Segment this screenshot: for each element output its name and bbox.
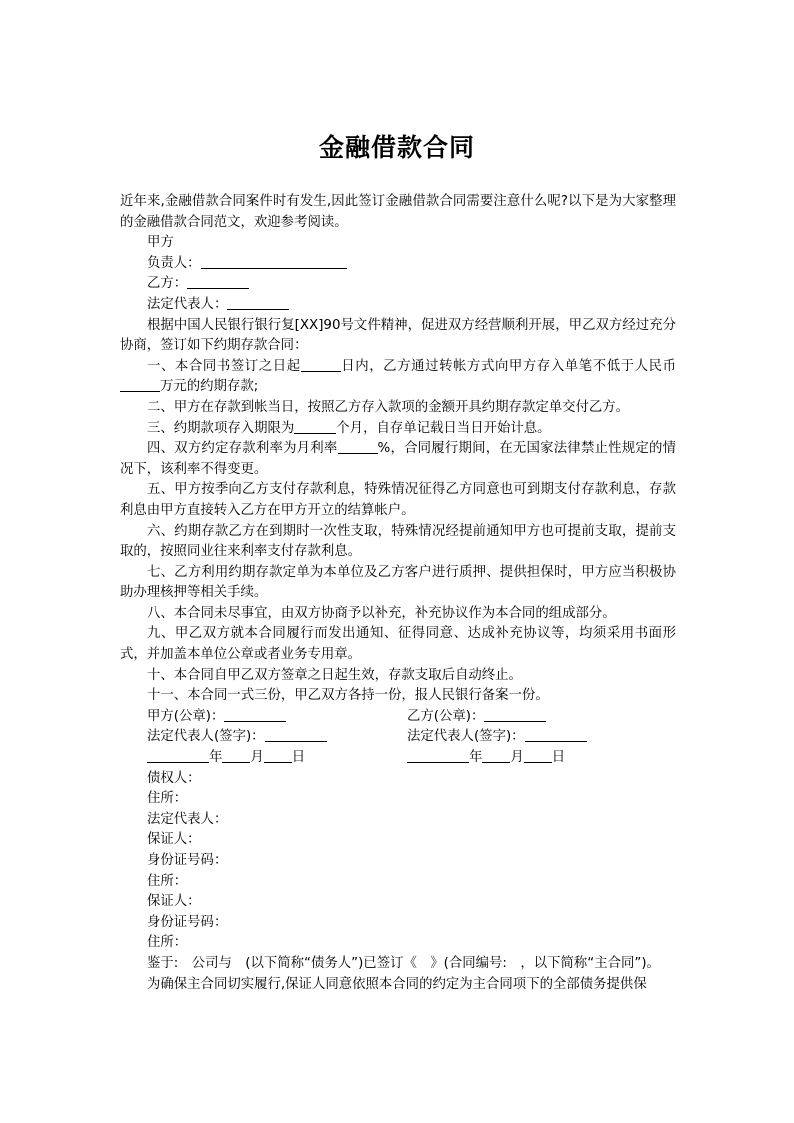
clause-4 (120, 439, 676, 480)
party-a-day-blank (264, 748, 292, 763)
party-b-seal-blank (484, 707, 546, 722)
party-a-seal-blank (224, 707, 286, 722)
clause-2: 二、甲方在存款到帐当日，按照乙方存入款项的金额开具约期存款定单交付乙方。 (147, 399, 630, 415)
address-label-2: 住所： (147, 873, 188, 889)
party-b-blank (187, 274, 249, 289)
address-label-3: 住所： (147, 935, 188, 951)
clause-6: 六、约期存款乙方在到期时一次性支取，特殊情况经提前通知甲方也可提前支取，提前支取的，按照同业往来利率支付存款利息。 (120, 523, 676, 560)
party-a-rep (147, 727, 407, 748)
clause-3 (120, 419, 676, 440)
party-b-seal-label: 乙方(公章)： (407, 708, 485, 724)
clause-4-text-b: %，合同履行期间，在无国家法律禁止性规定的情况下，该利率不得变更。 (120, 441, 676, 477)
party-a-month-label: 月 (250, 750, 264, 766)
party-b-month-label: 月 (510, 750, 524, 766)
clause-3-text-b: 个月，自存单记载日当日开始计息。 (336, 420, 551, 436)
creditor-label: 债权人： (147, 770, 201, 786)
party-a-date (147, 748, 407, 769)
guarantee-paragraph: 为确保主合同切实履行,保证人同意依照本合同的约定为主合同项下的全部债务提供保 (147, 976, 647, 992)
legal-rep-label-2: 法定代表人： (147, 811, 228, 827)
clause-1-text-b: 日内，乙方通过转帐方式向甲方存入单笔不低于人民币 (340, 358, 677, 374)
id-number-label-2: 身份证号码： (147, 914, 228, 930)
party-a-rep-label: 法定代表人(签字)： (147, 729, 265, 745)
person-in-charge-label: 负责人： (147, 255, 201, 271)
clause-10: 十、本合同自甲乙双方签章之日起生效，存款支取后自动终止。 (147, 667, 522, 683)
party-b-day-label: 日 (551, 750, 566, 766)
clause-1 (120, 357, 676, 398)
clause-9: 九、甲乙双方就本合同履行而发出通知、征得同意、达成补充协议等，均须采用书面形式，并加盖本单位公章或者业务专用章。 (120, 626, 676, 663)
clause-11: 十一、本合同一式三份，甲乙双方各持一份，报人民银行备案一份。 (147, 688, 549, 704)
party-b-year-label: 年 (469, 750, 483, 766)
guarantor-label-2: 保证人： (147, 894, 201, 910)
basis-paragraph: 根据中国人民银行银行复[XX]90号文件精神，促进双方经营顺利开展，甲乙双方经过充分协商，签订如下约期存款合同： (120, 317, 676, 354)
clause-3-text-a: 三、约期款项存入期限为 (147, 420, 295, 436)
party-a-year-label: 年 (209, 750, 223, 766)
legal-rep-blank (227, 295, 289, 310)
party-a-day-label: 日 (291, 750, 306, 766)
party-b-label: 乙方： (147, 276, 188, 292)
intro-paragraph: 近年来,金融借款合同案件时有发生,因此签订金融借款合同需要注意什么呢?以下是为大家整理的金融借款合同范文，欢迎参考阅读。 (120, 194, 676, 230)
clause-8: 八、本合同未尽事宜，由双方协商予以补充，补充协议作为本合同的组成部分。 (147, 605, 616, 621)
clause-1-amount-blank (120, 377, 160, 392)
legal-rep-line (120, 295, 676, 316)
party-b-date (407, 748, 565, 769)
clause-1-days-blank (301, 357, 341, 372)
person-in-charge-blank (201, 254, 347, 269)
document-body (120, 192, 676, 995)
party-a-seal (147, 707, 407, 728)
clause-4-text-a: 四、双方约定存款利率为月利率 (147, 441, 338, 457)
party-b-rep-label: 法定代表人(签字)： (407, 729, 525, 745)
clause-4-rate-blank (338, 439, 378, 454)
party-a-month-blank (222, 748, 250, 763)
id-number-label-1: 身份证号码： (147, 853, 228, 868)
clause-3-months-blank (294, 419, 336, 434)
party-b-rep (407, 727, 587, 748)
signature-seal-row (120, 707, 676, 728)
address-label-1: 住所： (147, 791, 188, 807)
person-in-charge-line (120, 254, 676, 275)
party-a-seal-label: 甲方(公章)： (147, 708, 225, 724)
party-b-day-blank (524, 748, 552, 763)
clause-1-text-a: 一、本合同书签订之日起 (147, 358, 301, 374)
party-b-line (120, 274, 676, 295)
party-b-year-blank (407, 748, 469, 763)
document-title: 金融借款合同 (318, 133, 475, 162)
whereas-paragraph: 鉴于: 公司与 (以下简称“债务人”)已签订《 》(合同编号: ，以下简称“主合同”)。 (147, 955, 660, 971)
clause-1-text-c: 万元的约期存款; (160, 379, 259, 395)
party-b-month-blank (482, 748, 510, 763)
party-a-label: 甲方 (147, 235, 174, 251)
party-a-rep-blank (265, 727, 327, 742)
clause-5: 五、甲方按季向乙方支付存款利息，特殊情况征得乙方同意也可到期支付存款利息，存款利息由甲方直接转入乙方在甲方开立的结算帐户。 (120, 482, 676, 518)
guarantor-label-1: 保证人： (147, 832, 201, 848)
signature-date-row (120, 748, 676, 769)
party-b-rep-blank (525, 727, 587, 742)
party-a-year-blank (147, 748, 209, 763)
clause-7: 七、乙方利用约期存款定单为本单位及乙方客户进行质押、提供担保时，甲方应当积极协助办理核押等相关手续。 (120, 564, 676, 601)
party-b-seal (407, 707, 546, 728)
legal-rep-label: 法定代表人： (147, 296, 228, 312)
signature-rep-row (120, 727, 676, 748)
